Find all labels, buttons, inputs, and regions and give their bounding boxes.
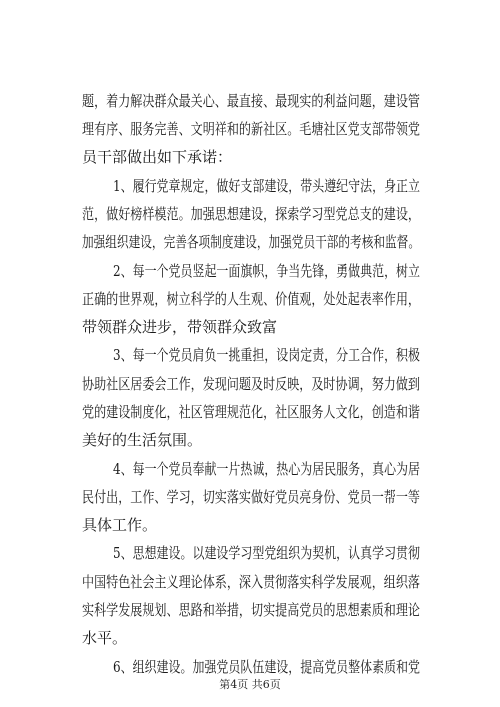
text-line — [0, 372, 500, 396]
text-line-content: 实科学发展规划、思路和举措，切实提高党员的思想素质和理论 — [82, 601, 420, 619]
text-line — [0, 513, 500, 537]
text-line-content: 民付出，工作、学习，切实落实做好党员亮身份、党员一帮一等 — [82, 488, 420, 506]
text-line — [0, 428, 500, 452]
text-line — [0, 89, 500, 113]
text-line-content: 党的建设制度化，社区管理规范化，社区服务人文化，创造和谐 — [82, 403, 420, 421]
text-line — [0, 145, 500, 169]
text-line-content: 5、思想建设。以建设学习型党组织为契机，认真学习贯彻 — [113, 544, 420, 562]
text-line-content: 加强组织建设，完善各项制度建设，加强党员干部的考核和监督。 — [82, 233, 420, 251]
text-line-content: 水平。 — [82, 629, 128, 647]
text-line-content: 具体工作。 — [82, 516, 158, 534]
text-line — [0, 117, 500, 141]
text-line-content: 中国特色社会主义理论体系，深入贯彻落实科学发展观，组织落 — [82, 573, 420, 591]
text-line-content: 理有序、服务完善、文明祥和的新社区。毛塘社区党支部带领党 — [82, 120, 420, 138]
text-line-content: 美好的生活氛围。 — [82, 431, 203, 449]
text-line-content: 1、履行党章规定，做好支部建设，带头遵纪守法，身正立 — [113, 177, 420, 195]
text-line-content: 3、每一个党员肩负一挑重担，设岗定责，分工合作，积极 — [113, 346, 420, 364]
text-line — [0, 400, 500, 424]
text-line — [0, 202, 500, 226]
page-number-footer: 第4页 共6页 — [219, 678, 281, 691]
text-line-content: 正确的世界观，树立科学的人生观、价值观，处处起表率作用， — [82, 290, 420, 308]
text-line — [0, 485, 500, 509]
text-line-content: 2、每一个党员竖起一面旗帜，争当先锋，勇做典范，树立 — [113, 262, 420, 280]
text-line-content: 范，做好榜样模范。加强思想建设，探索学习型党总支的建设， — [82, 205, 420, 223]
text-line — [0, 598, 500, 622]
text-line-content: 协助社区居委会工作，发现问题及时反映，及时协调，努力做到 — [82, 375, 420, 393]
text-line — [0, 655, 500, 679]
text-line — [0, 626, 500, 650]
text-line-content: 员干部做出如下承诺： — [82, 148, 233, 166]
text-line — [0, 174, 500, 198]
text-line — [0, 570, 500, 594]
text-line — [0, 457, 500, 481]
text-line-content: 6、组织建设。加强党员队伍建设，提高党员整体素质和党 — [113, 658, 420, 676]
text-line — [0, 259, 500, 283]
text-line-content: 带领群众进步，带领群众致富 — [82, 318, 278, 336]
text-line-content: 题，着力解决群众最关心、最直接、最现实的利益问题，建设管 — [82, 92, 420, 110]
text-line — [0, 315, 500, 339]
text-line — [0, 541, 500, 565]
text-line-content: 4、每一个党员奉献一片热诚，热心为居民服务，真心为居 — [113, 460, 420, 478]
text-line — [0, 230, 500, 254]
text-line — [0, 343, 500, 367]
text-line — [0, 287, 500, 311]
